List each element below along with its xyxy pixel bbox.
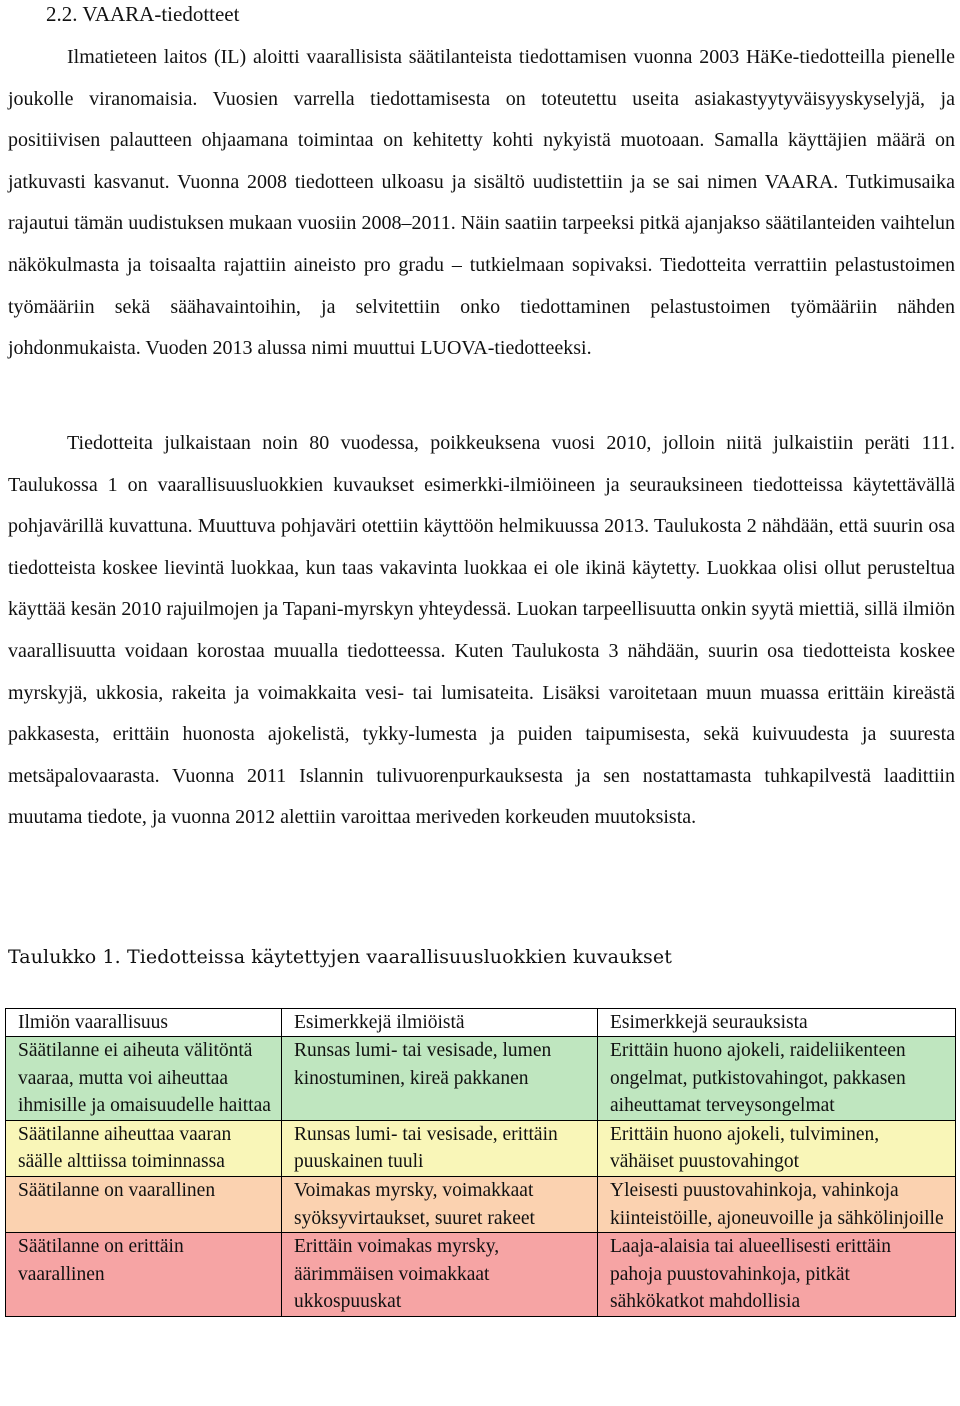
table-row-green bbox=[6, 1037, 956, 1121]
paragraph-history: Ilmatieteen laitos (IL) aloitti vaarallisista säätilanteista tiedottamisen vuonna 2003 HäKe-tiedotteilla pienelle joukolle viranomaisia. Vuosien varrella tiedottamisesta on toteutettu useita asiakastyytyväisyyskyselyjä, ja positiivisen palautteen ohjaamana toimintaa on kehitetty kohti nykyistä muotoaan. Samalla käyttäjien määrä on jatkuvasti kasvanut. Vuonna 2008 tiedotteen ulkoasu ja sisältö uudistettiin ja se sai nimen VAARA. Tutkimusaika rajautui tämän uudistuksen mukaan vuosiin 2008–2011. Näin saatiin tarpeeksi pitkä ajanjakso säätilanteiden vaihtelun näkökulmasta ja toisaalta rajattiin aineisto pro gradu – tutkielmaan sopivaksi. Tiedotteita verrattiin pelastustoimen työmääriin sekä säähavaintoihin, ja selvitettiin onko tiedottaminen pelastustoimen työmääriin nähden johdonmukaista. Vuoden 2013 alussa nimi muuttui LUOVA-tiedotteeksi. bbox=[8, 46, 955, 360]
consequences-cell: Erittäin huono ajokeli, tulviminen, vähäiset puustovahingot bbox=[598, 1120, 956, 1176]
phenomena-cell: Runsas lumi- tai vesisade, lumen kinostuminen, kireä pakkanen bbox=[282, 1037, 598, 1121]
table-header-row bbox=[6, 1009, 956, 1037]
consequences-cell: Erittäin huono ajokeli, raideliikenteen ongelmat, putkistovahingot, pakkasen aiheuttamat terveysongelmat bbox=[598, 1037, 956, 1121]
phenomena-cell: Runsas lumi- tai vesisade, erittäin puuskainen tuuli bbox=[282, 1120, 598, 1176]
phenomena-cell: Erittäin voimakas myrsky, äärimmäisen voimakkaat ukkospuuskat bbox=[282, 1233, 598, 1317]
header-hazard-level: Ilmiön vaarallisuus bbox=[6, 1009, 282, 1037]
header-example-phenomena: Esimerkkejä ilmiöistä bbox=[282, 1009, 598, 1037]
table-caption: Taulukko 1. Tiedotteissa käytettyjen vaarallisuusluokkien kuvaukset bbox=[8, 946, 672, 968]
hazard-level-cell: Säätilanne on erittäin vaarallinen bbox=[6, 1233, 282, 1317]
hazard-level-cell: Säätilanne aiheuttaa vaaran säälle alttiissa toiminnassa bbox=[6, 1120, 282, 1176]
hazard-level-cell: Säätilanne ei aiheuta välitöntä vaaraa, mutta voi aiheuttaa ihmisille ja omaisuudelle haittaa bbox=[6, 1037, 282, 1121]
paragraph-frequency: Tiedotteita julkaistaan noin 80 vuodessa, poikkeuksena vuosi 2010, jolloin niitä julkaistiin peräti 111. Taulukossa 1 on vaarallisuusluokkien kuvaukset esimerkki-ilmiöineen ja seurauksineen tiedotteissa käytettävällä pohjavärillä kuvattuna. Muuttuva pohjaväri otettiin käyttöön helmikuussa 2013. Taulukosta 2 nähdään, että suurin osa tiedotteista koskee lievintä luokkaa, kun taas vakavinta luokkaa ei ole ikinä käytetty. Luokkaa olisi ollut perusteltua käyttää kesän 2010 rajuilmojen ja Tapani-myrskyn yhteydessä. Luokan tarpeellisuutta onkin syytä miettiä, sillä ilmiön vaarallisuutta voidaan korostaa muualla tiedotteessa. Kuten Taulukosta 3 nähdään, suurin osa tiedotteista koskee myrskyjä, ukkosia, rakeita ja voimakkaita vesi- tai lumisateita. Lisäksi varoitetaan muun muassa erittäin kireästä pakkasesta, erittäin huonosta ajokelistä, tykky-lumesta ja puiden taipumisesta, sekä kuivuudesta ja suuresta metsäpalovaarasta. Vuonna 2011 Islannin tulivuorenpurkauksesta ja sen nostattamasta tuhkapilvestä laadittiin muutama tiedote, ja vuonna 2012 alettiin varoittaa meriveden korkeuden muutoksista. bbox=[8, 432, 955, 829]
consequences-cell: Yleisesti puustovahinkoja, vahinkoja kiinteistöille, ajoneuvoille ja sähkölinjoille bbox=[598, 1176, 956, 1232]
section-heading: 2.2. VAARA-tiedotteet bbox=[46, 2, 240, 26]
table-row-orange bbox=[6, 1176, 956, 1232]
phenomena-cell: Voimakas myrsky, voimakkaat syöksyvirtaukset, suuret rakeet bbox=[282, 1176, 598, 1232]
header-example-consequences: Esimerkkejä seurauksista bbox=[598, 1009, 956, 1037]
table-row-yellow bbox=[6, 1120, 956, 1176]
table-row-red bbox=[6, 1233, 956, 1317]
consequences-cell: Laaja-alaisia tai alueellisesti erittäin pahoja puustovahinkoja, pitkät sähkökatkot mahdollisia bbox=[598, 1233, 956, 1317]
hazard-level-cell: Säätilanne on vaarallinen bbox=[6, 1176, 282, 1232]
hazard-class-table bbox=[5, 1008, 956, 1317]
